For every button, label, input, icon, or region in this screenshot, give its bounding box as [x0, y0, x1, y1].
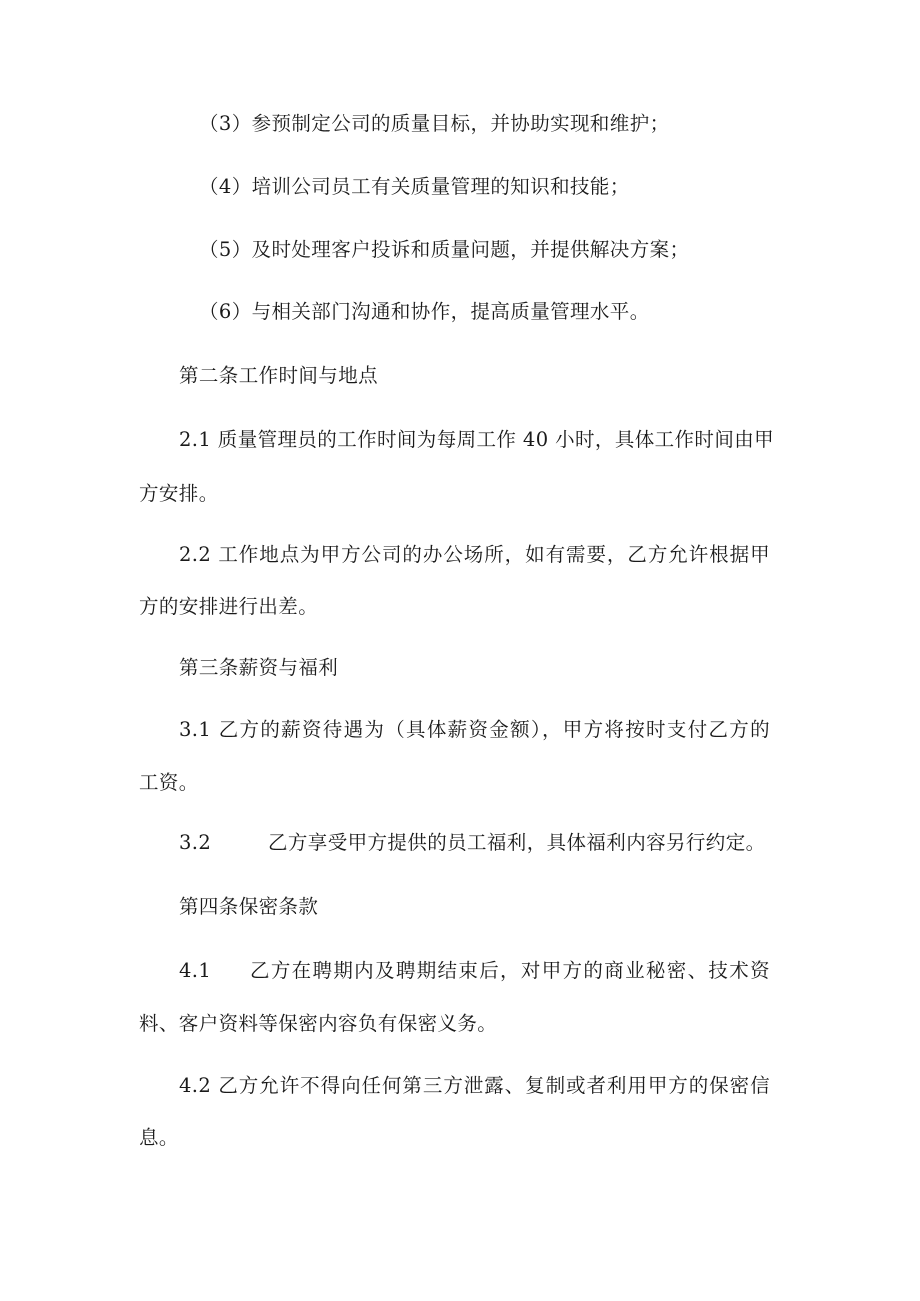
- section-2-2-line-1: 2.2 工作地点为甲方公司的办公场所，如有需要，乙方允许根据甲: [179, 543, 770, 566]
- section-4-2-line-2: 息。: [139, 1126, 179, 1149]
- list-item-5: （5）及时处理客户投诉和质量问题，并提供解决方案；: [199, 238, 690, 261]
- section-4-1-line-1: 乙方在聘期内及聘期结束后，对甲方的商业秘密、技术资: [250, 959, 770, 982]
- section-2-2-line-2: 方的安排进行出差。: [139, 595, 319, 618]
- section-3-2-text: 乙方享受甲方提供的员工福利，具体福利内容另行约定。: [268, 831, 766, 854]
- section-2-heading: 第二条工作时间与地点: [179, 364, 379, 387]
- section-2-1-line-2: 方安排。: [139, 482, 219, 505]
- section-3-1-line-1: 3.1 乙方的薪资待遇为（具体薪资金额），甲方将按时支付乙方的: [179, 718, 770, 741]
- section-4-1-number: 4.1: [179, 959, 212, 982]
- section-3-1-line-2: 工资。: [139, 771, 199, 794]
- list-item-4: （4）培训公司员工有关质量管理的知识和技能；: [199, 175, 630, 198]
- section-4-1-line-2: 料、客户资料等保密内容负有保密义务。: [139, 1012, 498, 1035]
- list-item-3: （3）参预制定公司的质量目标，并协助实现和维护；: [199, 112, 670, 135]
- section-4-heading: 第四条保密条款: [179, 895, 319, 918]
- section-3-heading: 第三条薪资与福利: [179, 656, 339, 679]
- section-3-2-number: 3.2: [179, 831, 212, 854]
- section-4-2-line-1: 4.2 乙方允许不得向任何第三方泄露、复制或者利用甲方的保密信: [179, 1074, 770, 1097]
- list-item-6: （6）与相关部门沟通和协作，提高质量管理水平。: [199, 300, 650, 323]
- section-2-1-line-1: 2.1 质量管理员的工作时间为每周工作 40 小时，具体工作时间由甲: [179, 428, 775, 451]
